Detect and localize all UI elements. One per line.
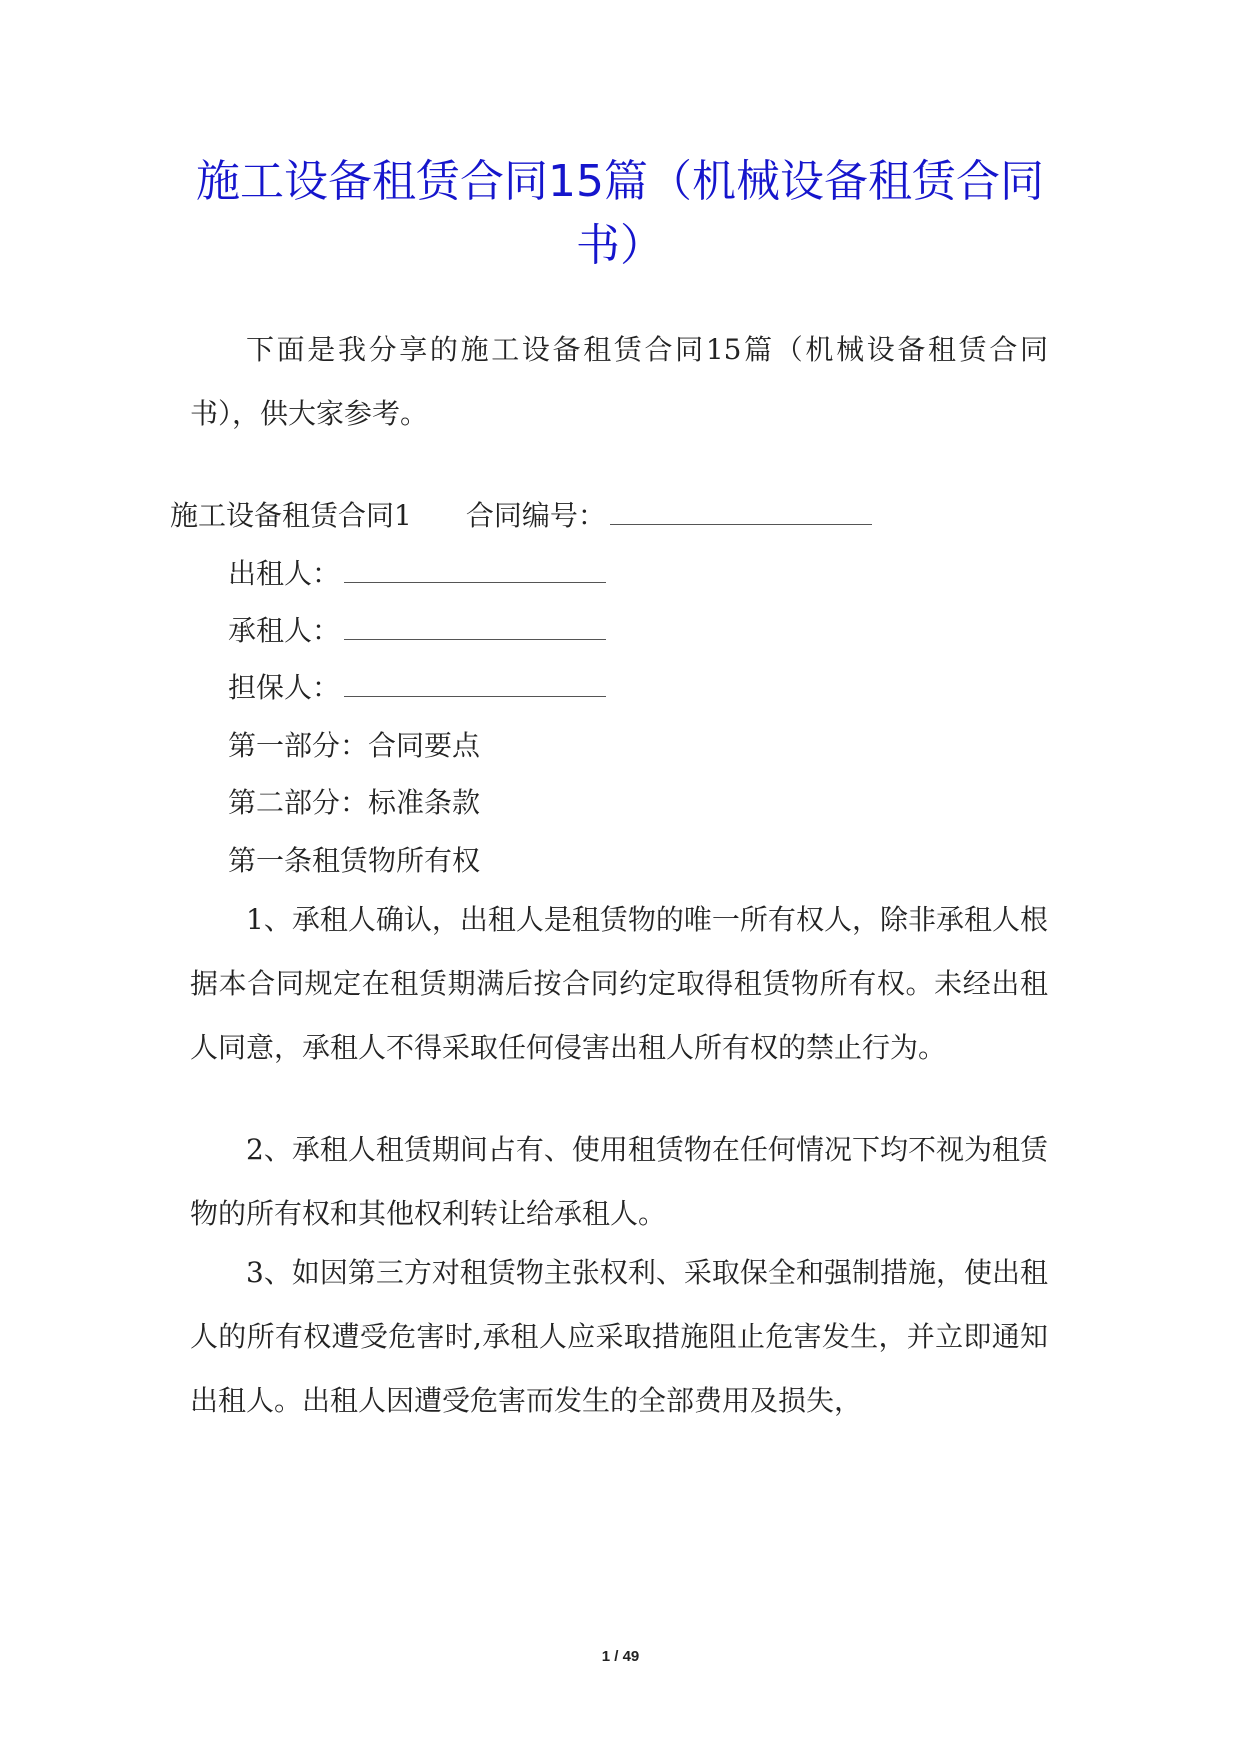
- contract-heading-line: [170, 496, 872, 536]
- guarantor-label: 担保人：: [228, 671, 341, 704]
- part-two-heading: 第二部分：标准条款: [228, 786, 481, 819]
- lessee-blank: [344, 617, 606, 640]
- guarantor-blank: [344, 674, 606, 697]
- contract-number-blank: [610, 502, 872, 525]
- lessor-blank: [344, 560, 606, 583]
- clause-3-paragraph: 3、如因第三方对租赁物主张权利、采取保全和强制措施，使出租人的所有权遭受危害时,承租人应采取措施阻止危害发生，并立即通知出租人。出租人因遭受危害而发生的全部费用及损失，: [190, 1256, 1048, 1417]
- guarantor-line: [228, 668, 606, 708]
- clause-1-paragraph: 1、承租人确认，出租人是租赁物的唯一所有权人，除非承租人根据本合同规定在租赁期满后按合同约定取得租赁物所有权。未经出租人同意，承租人不得采取任何侵害出租人所有权的禁止行为。: [190, 903, 1048, 1064]
- lessor-line: [228, 554, 606, 594]
- lessor-label: 出租人：: [228, 557, 341, 590]
- contract-number-label: 合同编号：: [465, 499, 606, 532]
- intro-paragraph: 下面是我分享的施工设备租赁合同15篇（机械设备租赁合同书），供大家参考。: [190, 333, 1048, 430]
- part-one-heading: 第一部分：合同要点: [228, 729, 481, 762]
- document-title: 施工设备租赁合同15篇（机械设备租赁合同书）: [196, 156, 1044, 271]
- contract-heading: 施工设备租赁合同1: [170, 499, 412, 532]
- clause-2-paragraph: 2、承租人租赁期间占有、使用租赁物在任何情况下均不视为租赁物的所有权和其他权利转让给承租人。: [190, 1133, 1048, 1230]
- article-one-heading: 第一条租赁物所有权: [228, 844, 481, 877]
- lessee-label: 承租人：: [228, 614, 341, 647]
- lessee-line: [228, 611, 606, 651]
- page-indicator: 1 / 49: [601, 1648, 640, 1665]
